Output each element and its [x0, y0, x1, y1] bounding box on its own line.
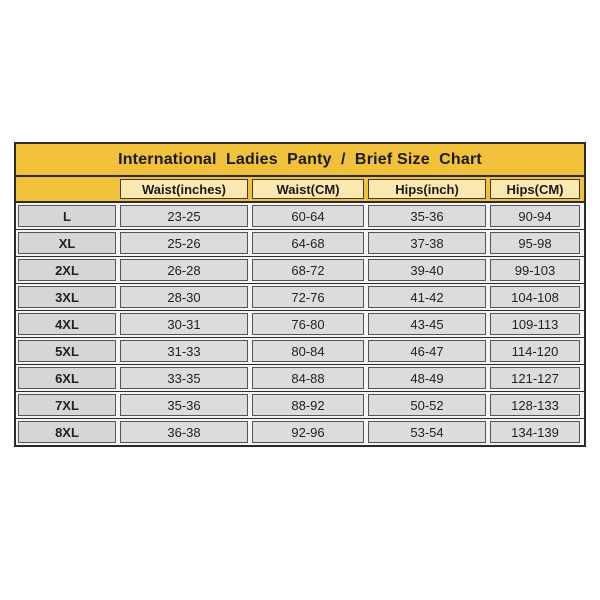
column-header-waist-inches: Waist(inches) [120, 179, 248, 199]
waist-inches-cell: 23-25 [120, 205, 248, 227]
hips-cm-cell: 134-139 [490, 421, 580, 443]
waist-cm-cell: 76-80 [252, 313, 364, 335]
column-header-size [18, 179, 116, 199]
waist-cm-cell: 88-92 [252, 394, 364, 416]
waist-cm-cell: 84-88 [252, 367, 364, 389]
hips-cm-cell: 99-103 [490, 259, 580, 281]
table-row [16, 365, 584, 392]
chart-title: International Ladies Panty / Brief Size Chart [16, 144, 584, 177]
hips-inch-cell: 46-47 [368, 340, 486, 362]
hips-cm-cell: 90-94 [490, 205, 580, 227]
waist-cm-cell: 68-72 [252, 259, 364, 281]
column-header-waist-cm: Waist(CM) [252, 179, 364, 199]
size-cell: L [18, 205, 116, 227]
size-cell: 7XL [18, 394, 116, 416]
hips-inch-cell: 35-36 [368, 205, 486, 227]
waist-inches-cell: 33-35 [120, 367, 248, 389]
hips-inch-cell: 37-38 [368, 232, 486, 254]
waist-cm-cell: 64-68 [252, 232, 364, 254]
header-row [16, 177, 584, 203]
column-header-hips-cm: Hips(CM) [490, 179, 580, 199]
table-row [16, 257, 584, 284]
table-row [16, 338, 584, 365]
hips-cm-cell: 104-108 [490, 286, 580, 308]
table-row [16, 419, 584, 446]
size-cell: 6XL [18, 367, 116, 389]
hips-cm-cell: 109-113 [490, 313, 580, 335]
hips-inch-cell: 50-52 [368, 394, 486, 416]
column-header-hips-inch: Hips(inch) [368, 179, 486, 199]
waist-inches-cell: 25-26 [120, 232, 248, 254]
size-cell: 3XL [18, 286, 116, 308]
table-row [16, 311, 584, 338]
waist-inches-cell: 30-31 [120, 313, 248, 335]
size-cell: 5XL [18, 340, 116, 362]
waist-inches-cell: 35-36 [120, 394, 248, 416]
hips-inch-cell: 39-40 [368, 259, 486, 281]
waist-inches-cell: 31-33 [120, 340, 248, 362]
table-row [16, 284, 584, 311]
table-body [16, 203, 584, 446]
table-row [16, 230, 584, 257]
size-cell: 4XL [18, 313, 116, 335]
hips-inch-cell: 48-49 [368, 367, 486, 389]
waist-cm-cell: 72-76 [252, 286, 364, 308]
hips-inch-cell: 43-45 [368, 313, 486, 335]
size-cell: 8XL [18, 421, 116, 443]
waist-cm-cell: 92-96 [252, 421, 364, 443]
size-cell: 2XL [18, 259, 116, 281]
hips-inch-cell: 53-54 [368, 421, 486, 443]
waist-inches-cell: 36-38 [120, 421, 248, 443]
size-cell: XL [18, 232, 116, 254]
size-chart-table [14, 142, 586, 447]
waist-inches-cell: 26-28 [120, 259, 248, 281]
hips-inch-cell: 41-42 [368, 286, 486, 308]
waist-inches-cell: 28-30 [120, 286, 248, 308]
table-row [16, 203, 584, 230]
hips-cm-cell: 128-133 [490, 394, 580, 416]
waist-cm-cell: 80-84 [252, 340, 364, 362]
hips-cm-cell: 95-98 [490, 232, 580, 254]
table-row [16, 392, 584, 419]
waist-cm-cell: 60-64 [252, 205, 364, 227]
hips-cm-cell: 121-127 [490, 367, 580, 389]
hips-cm-cell: 114-120 [490, 340, 580, 362]
